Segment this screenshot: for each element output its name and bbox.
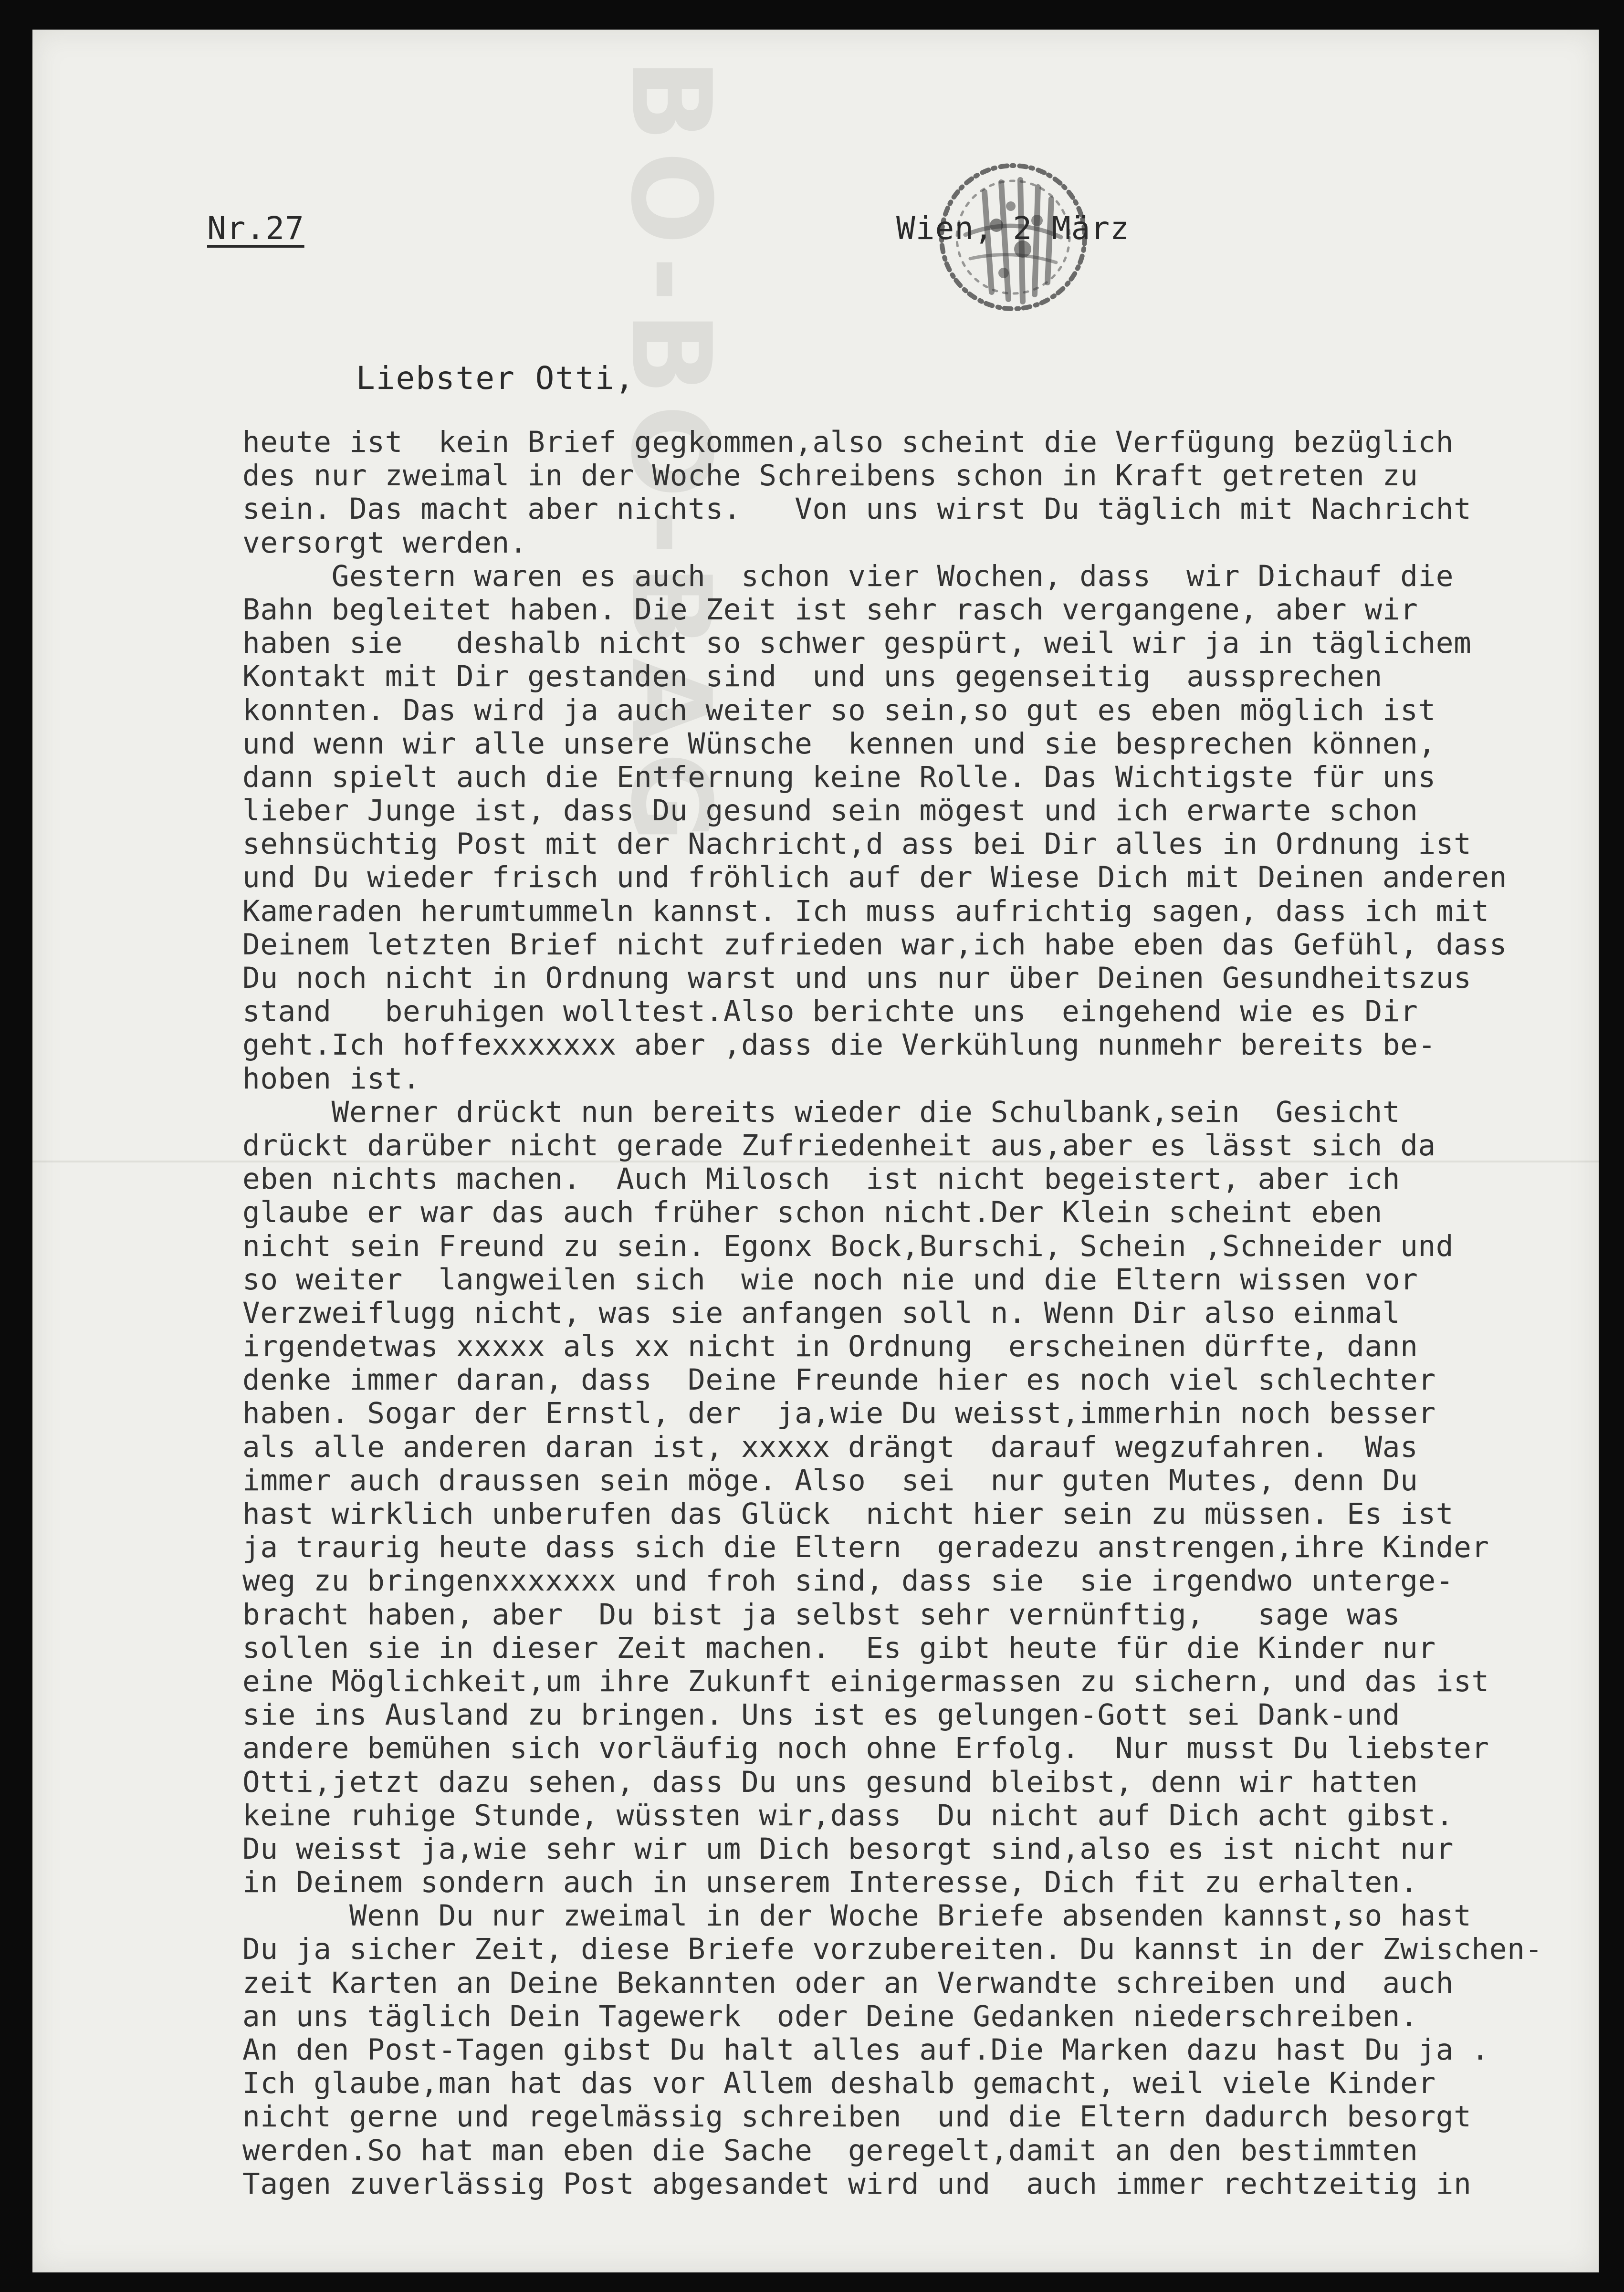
- text-line: als alle anderen daran ist, xxxxx drängt darauf wegzufahren. Was: [242, 1430, 1418, 1464]
- text-line: Kameraden herumtummeln kannst. Ich muss aufrichtig sagen, dass ich mit: [242, 894, 1489, 928]
- text-line: irgendetwas xxxxx als xx nicht in Ordnung erscheinen dürfte, dann: [242, 1329, 1418, 1364]
- text-line: andere bemühen sich vorläufig noch ohne Erfolg. Nur musst Du liebster: [242, 1731, 1489, 1766]
- text-line: eben nichts machen. Auch Milosch ist nicht begeistert, aber ich: [242, 1162, 1401, 1196]
- text-line: werden.So hat man eben die Sache geregelt,damit an den bestimmten: [242, 2133, 1418, 2167]
- text-line: haben sie deshalb nicht so schwer gespürt, weil wir ja in täglichem: [242, 626, 1472, 660]
- text-line: weg zu bringenxxxxxxx und froh sind, dass sie sie irgendwo unterge-: [242, 1564, 1454, 1598]
- place-date: Wien, 2 März: [896, 210, 1130, 247]
- text-line: keine ruhige Stunde, wüssten wir,dass Du nicht auf Dich acht gibst.: [242, 1798, 1454, 1832]
- text-line: drückt darüber nicht gerade Zufriedenheit aus,aber es lässt sich da: [242, 1128, 1436, 1162]
- text-line: Gestern waren es auch schon vier Wochen, dass wir Dichauf die: [242, 559, 1454, 593]
- text-line: dann spielt auch die Entfernung keine Rolle. Das Wichtigste für uns: [242, 760, 1436, 794]
- text-line: bracht haben, aber Du bist ja selbst sehr vernünftig, sage was: [242, 1597, 1401, 1632]
- text-line: versorgt werden.: [242, 525, 528, 560]
- text-line: hast wirklich unberufen das Glück nicht hier sein zu müssen. Es ist: [242, 1497, 1454, 1531]
- text-line: Du weisst ja,wie sehr wir um Dich besorgt sind,also es ist nicht nur: [242, 1832, 1454, 1866]
- text-line: Kontakt mit Dir gestanden sind und uns gegenseitig aussprechen: [242, 659, 1383, 694]
- text-line: Bahn begleitet haben. Die Zeit ist sehr rasch vergangene, aber wir: [242, 592, 1418, 627]
- text-line: Du ja sicher Zeit, diese Briefe vorzubereiten. Du kannst in der Zwischen-: [242, 1932, 1543, 1967]
- letter-body: [242, 426, 1599, 2201]
- text-line: hoben ist.: [242, 1061, 421, 1096]
- salutation: Liebster Otti,: [356, 360, 635, 397]
- text-line: immer auch draussen sein möge. Also sei nur guten Mutes, denn Du: [242, 1463, 1418, 1497]
- text-line: Tagen zuverlässig Post abgesandet wird und auch immer rechtzeitig in: [242, 2166, 1472, 2201]
- text-line: Deinem letzten Brief nicht zufrieden war,ich habe eben das Gefühl, dass: [242, 927, 1508, 962]
- text-line: sie ins Ausland zu bringen. Uns ist es gelungen-Gott sei Dank-und: [242, 1698, 1401, 1732]
- text-line: an uns täglich Dein Tagewerk oder Deine Gedanken niederschreiben.: [242, 1999, 1418, 2033]
- text-line: konnten. Das wird ja auch weiter so sein,so gut es eben möglich ist: [242, 693, 1436, 727]
- text-line: ja traurig heute dass sich die Eltern geradezu anstrengen,ihre Kinder: [242, 1530, 1489, 1565]
- letter-page: [32, 30, 1599, 2272]
- text-line: Ich glaube,man hat das vor Allem deshalb gemacht, weil viele Kinder: [242, 2066, 1436, 2101]
- watermark: BO-BO-BAG: [607, 58, 734, 852]
- text-line: und wenn wir alle unsere Wünsche kennen und sie besprechen können,: [242, 726, 1436, 761]
- text-line: und Du wieder frisch und fröhlich auf der Wiese Dich mit Deinen anderen: [242, 860, 1508, 895]
- text-line: des nur zweimal in der Woche Schreibens schon in Kraft getreten zu: [242, 459, 1418, 493]
- text-line: Werner drückt nun bereits wieder die Schulbank,sein Gesicht: [242, 1095, 1401, 1129]
- text-line: Otti,jetzt dazu sehen, dass Du uns gesund bleibst, denn wir hatten: [242, 1765, 1418, 1799]
- text-line: sehnsüchtig Post mit der Nachricht,d ass bei Dir alles in Ordnung ist: [242, 827, 1472, 861]
- letter-number: Nr.27: [207, 210, 304, 247]
- text-line: in Deinem sondern auch in unserem Interesse, Dich fit zu erhalten.: [242, 1865, 1418, 1900]
- text-line: eine Möglichkeit,um ihre Zukunft einigermassen zu sichern, und das ist: [242, 1664, 1489, 1698]
- text-line: Wenn Du nur zweimal in der Woche Briefe absenden kannst,so hast: [242, 1899, 1472, 1933]
- text-line: heute ist kein Brief gegkommen,also scheint die Verfügung bezüglich: [242, 425, 1454, 459]
- text-line: Verzweiflugg nicht, was sie anfangen soll n. Wenn Dir also einmal: [242, 1296, 1401, 1330]
- text-line: Du noch nicht in Ordnung warst und uns nur über Deinen Gesundheitszus: [242, 961, 1472, 995]
- text-line: sollen sie in dieser Zeit machen. Es gibt heute für die Kinder nur: [242, 1631, 1436, 1665]
- text-line: zeit Karten an Deine Bekannten oder an Verwandte schreiben und auch: [242, 1966, 1454, 2000]
- text-line: so weiter langweilen sich wie noch nie und die Eltern wissen vor: [242, 1262, 1418, 1297]
- text-line: lieber Junge ist, dass Du gesund sein mögest und ich erwarte schon: [242, 794, 1418, 828]
- text-line: nicht gerne und regelmässig schreiben und die Eltern dadurch besorgt: [242, 2100, 1472, 2134]
- text-line: nicht sein Freund zu sein. Egonx Bock,Burschi, Schein ,Schneider und: [242, 1229, 1454, 1263]
- text-line: sein. Das macht aber nichts. Von uns wirst Du täglich mit Nachricht: [242, 492, 1472, 526]
- text-line: An den Post-Tagen gibst Du halt alles auf.Die Marken dazu hast Du ja .: [242, 2033, 1489, 2067]
- text-line: stand beruhigen wolltest.Also berichte uns eingehend wie es Dir: [242, 994, 1418, 1029]
- text-line: denke immer daran, dass Deine Freunde hier es noch viel schlechter: [242, 1363, 1436, 1397]
- text-line: haben. Sogar der Ernstl, der ja,wie Du weisst,immerhin noch besser: [242, 1396, 1436, 1431]
- text-line: glaube er war das auch früher schon nicht.Der Klein scheint eben: [242, 1195, 1383, 1230]
- text-line: geht.Ich hoffexxxxxxx aber ,dass die Verkühlung nunmehr bereits be-: [242, 1028, 1436, 1062]
